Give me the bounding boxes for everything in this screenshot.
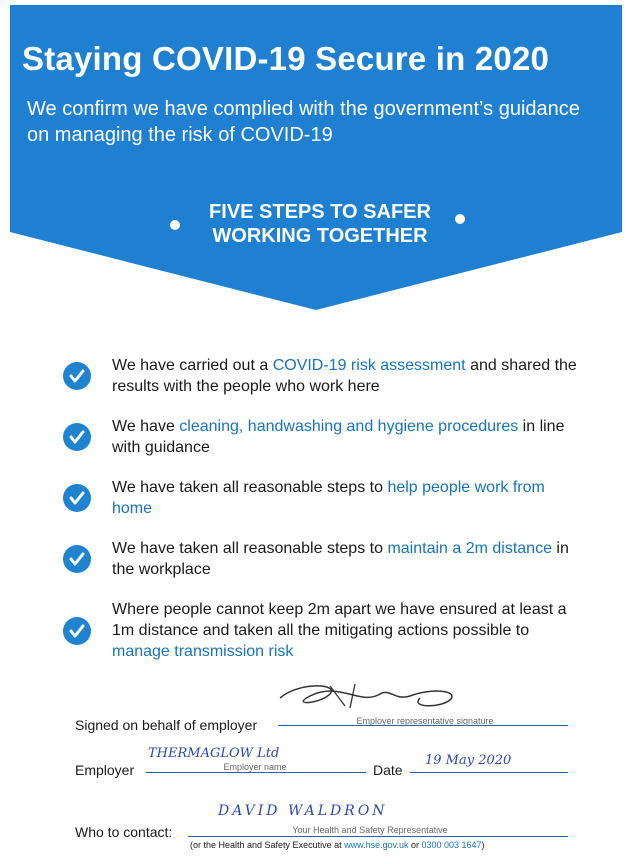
checklist-item [60,416,580,458]
steps-heading-line2: WORKING TOGETHER [212,225,428,247]
signature-caption: Employer representative signature [356,716,494,726]
page-title: Staying COVID-19 Secure in 2020 [22,40,550,77]
date-line[interactable] [410,772,568,773]
item-text: We have taken all reasonable steps to [112,479,388,496]
item-text: We have [112,418,180,435]
handwritten-signature [270,676,470,716]
steps-heading [160,200,480,248]
item-text: We have carried out a [112,357,273,374]
checklist-item [60,599,580,662]
item-highlight: help people work from home [112,479,545,517]
item-text: in line with guidance [112,418,565,456]
item-text: and shared the results with the people who work here [112,357,577,395]
contact-value: DAVID WALDRON [218,803,388,819]
contact-line[interactable] [188,836,568,837]
check-circle-icon [63,617,91,645]
employer-caption: Employer name [223,762,287,772]
date-value: 19 May 2020 [425,753,512,768]
footnote-text: or [408,840,422,850]
employer-value: THERMAGLOW Ltd [148,746,280,761]
item-highlight: COVID-19 risk assessment [272,357,466,374]
checklist-item [60,355,580,397]
item-text: in the workplace [112,540,569,578]
header-banner [0,0,629,320]
check-circle-icon [63,545,91,573]
footnote-text: ) [481,840,485,850]
hse-phone[interactable]: 0300 003 1647 [421,840,482,850]
item-text: Where people cannot keep 2m apart we have ensured at least a 1m distance and taken all the mitigating actions possible to [112,601,567,639]
footnote [190,840,485,850]
contact-label: Who to contact: [75,824,173,840]
signed-label: Signed on behalf of employer [75,717,258,733]
bullet-dot-right-icon [455,214,465,224]
hse-link[interactable]: www.hse.gov.uk [344,840,409,850]
employer-line[interactable] [146,772,366,773]
checklist-item [60,538,580,580]
check-circle-icon [63,484,91,512]
item-highlight: cleaning, handwashing and hygiene procedures [179,418,519,435]
item-text: We have taken all reasonable steps to [112,540,388,557]
check-circle-icon [63,362,91,390]
date-label: Date [373,762,403,778]
item-highlight: manage transmission risk [112,643,294,660]
contact-caption: Your Health and Safety Representative [292,825,448,835]
footnote-text: (or the Health and Safety Executive at [190,840,345,850]
steps-heading-line1: FIVE STEPS TO SAFER [209,201,431,223]
checklist [60,355,580,681]
employer-label: Employer [75,762,135,778]
page-subtitle: We confirm we have complied with the government’s guidance on managing the risk of COVID-19 [27,98,580,146]
item-highlight: maintain a 2m distance [387,540,552,557]
checklist-item [60,477,580,519]
check-circle-icon [63,423,91,451]
